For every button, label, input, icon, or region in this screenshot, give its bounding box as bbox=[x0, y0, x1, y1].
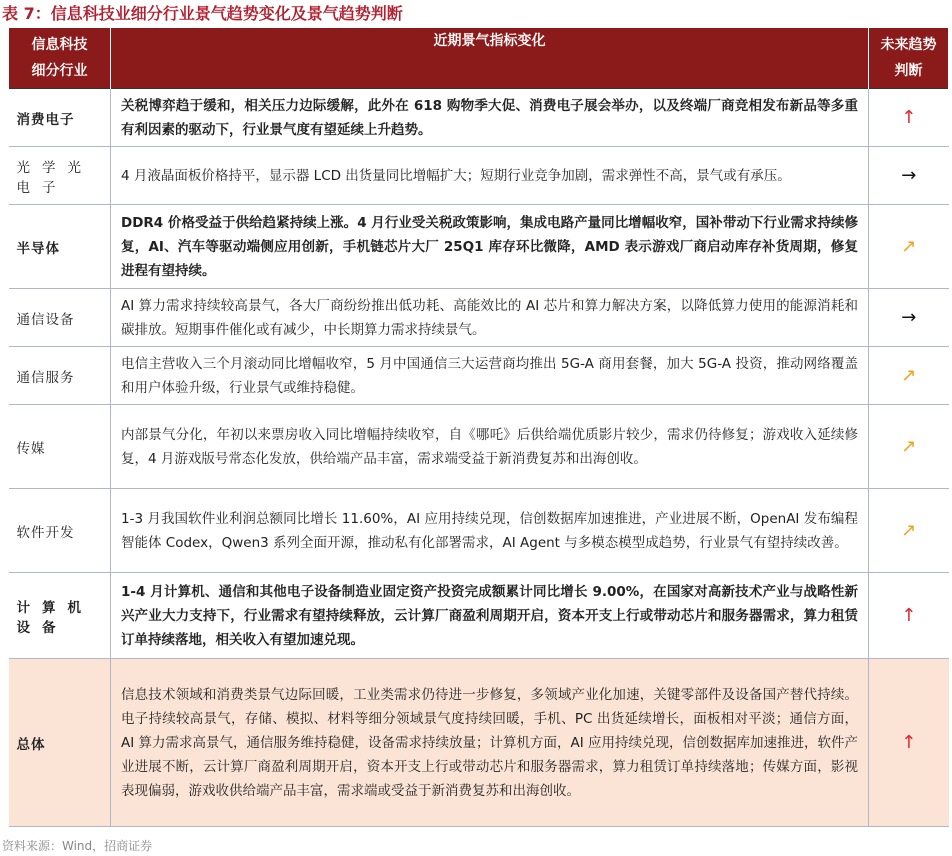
up-right-arrow-icon: ↗ bbox=[869, 205, 949, 289]
table-row-total bbox=[9, 659, 949, 827]
row-category: 软件开发 bbox=[9, 489, 111, 573]
row-category: 总体 bbox=[9, 659, 111, 827]
up-arrow-icon: ↑ bbox=[869, 659, 949, 827]
row-category: 计算机设备 bbox=[9, 573, 111, 659]
row-description: 信息技术领域和消费类景气边际回暖，工业类需求仍待进一步修复，多领域产业化加速，关键零部件及设备国产替代持续。电子持续较高景气，存储、模拟、材料等细分领域景气度持续回暖，手机、PC 出货延续增长，面板相对平淡；通信方面，AI 算力需求高景气，通信服务维持稳健，设备需求持续放量；计算机方面，AI 应用持续兑现，信创数据库加速推进，软件产业进展不断，云计算厂商盈利周期开启，资本开支上行或带动芯片和服务器需求，算力租赁订单持续落地；传媒方面，影视表现偏弱，游戏收供给端产品丰富，需求端或受益于新消费复苏和出海创收。 bbox=[111, 659, 869, 827]
up-right-arrow-icon: ↗ bbox=[869, 489, 949, 573]
table-row bbox=[9, 347, 949, 405]
up-right-arrow-icon: ↗ bbox=[869, 405, 949, 489]
row-category: 半导体 bbox=[9, 205, 111, 289]
header-trend-line2: 判断 bbox=[894, 63, 923, 79]
table-row bbox=[9, 489, 949, 573]
table-row bbox=[9, 147, 949, 205]
table-row bbox=[9, 573, 949, 659]
row-category: 传媒 bbox=[9, 405, 111, 489]
table-row bbox=[9, 405, 949, 489]
row-category: 光学光电子 bbox=[9, 147, 111, 205]
table-header-row bbox=[9, 28, 949, 89]
header-industry bbox=[9, 28, 111, 89]
source-note: 资料来源：Wind，招商证券 bbox=[2, 839, 153, 853]
up-arrow-icon: ↑ bbox=[869, 89, 949, 147]
header-trend bbox=[869, 28, 949, 89]
row-description: AI 算力需求持续较高景气，各大厂商纷纷推出低功耗、高能效比的 AI 芯片和算力解决方案，以降低算力使用的能源消耗和碳排放。短期事件催化或有减少，中长期算力需求持续景气。 bbox=[111, 289, 869, 347]
header-industry-line1: 信息科技 bbox=[31, 37, 88, 53]
row-description: DDR4 价格受益于供给趋紧持续上涨。4 月行业受关税政策影响，集成电路产量同比增幅收窄，国补带动下行业需求持续修复，AI、汽车等驱动端侧应用创新，手机链芯片大厂 25Q1 库存环比微降，AMD 表示游戏厂商启动库存补货周期，修复进程有望持续。 bbox=[111, 205, 869, 289]
up-right-arrow-icon: ↗ bbox=[869, 347, 949, 405]
row-description: 内部景气分化，年初以来票房收入同比增幅持续收窄，自《哪吒》后供给端优质影片较少，需求仍待修复；游戏收入延续修复，4 月游戏版号常态化发放，供给端产品丰富，需求端受益于新消费复苏和出海创收。 bbox=[111, 405, 869, 489]
table-title: 表 7：信息科技业细分行业景气趋势变化及景气趋势判断 bbox=[2, 4, 403, 23]
right-arrow-icon: → bbox=[869, 147, 949, 205]
header-indicator-change: 近期景气指标变化 bbox=[111, 28, 869, 89]
header-industry-line2: 细分行业 bbox=[31, 63, 88, 79]
row-description: 电信主营收入三个月滚动同比增幅收窄，5 月中国通信三大运营商均推出 5G-A 商用套餐，加大 5G-A 投资，推动网络覆盖和用户体验升级，行业景气或维持稳健。 bbox=[111, 347, 869, 405]
row-category: 通信设备 bbox=[9, 289, 111, 347]
table-row bbox=[9, 289, 949, 347]
row-category: 消费电子 bbox=[9, 89, 111, 147]
row-category: 通信服务 bbox=[9, 347, 111, 405]
row-description: 1-3 月我国软件业利润总额同比增长 11.60%，AI 应用持续兑现，信创数据库加速推进，产业进展不断，OpenAI 发布编程智能体 Codex，Qwen3 系列全面开源，推动私有化部署需求，AI Agent 与多模态模型成趋势，行业景气有望持续改善。 bbox=[111, 489, 869, 573]
table-row bbox=[9, 205, 949, 289]
right-arrow-icon: → bbox=[869, 289, 949, 347]
header-trend-line1: 未来趋势 bbox=[880, 37, 937, 53]
row-description: 关税博弈趋于缓和，相关压力边际缓解，此外在 618 购物季大促、消费电子展会举办，以及终端厂商竞相发布新品等多重有利因素的驱动下，行业景气度有望延续上升趋势。 bbox=[111, 89, 869, 147]
row-description: 1-4 月计算机、通信和其他电子设备制造业固定资产投资完成额累计同比增长 9.00%，在国家对高新技术产业与战略性新兴产业大力支持下，行业需求有望持续释放，云计算厂商盈利周期开启，资本开支上行或带动芯片和服务器需求，算力租赁订单持续落地，相关收入有望加速兑现。 bbox=[111, 573, 869, 659]
industry-trend-table bbox=[8, 28, 949, 827]
row-description: 4 月液晶面板价格持平，显示器 LCD 出货量同比增幅扩大；短期行业竞争加剧，需求弹性不高，景气或有承压。 bbox=[111, 147, 869, 205]
table-row bbox=[9, 89, 949, 147]
up-arrow-icon: ↑ bbox=[869, 573, 949, 659]
